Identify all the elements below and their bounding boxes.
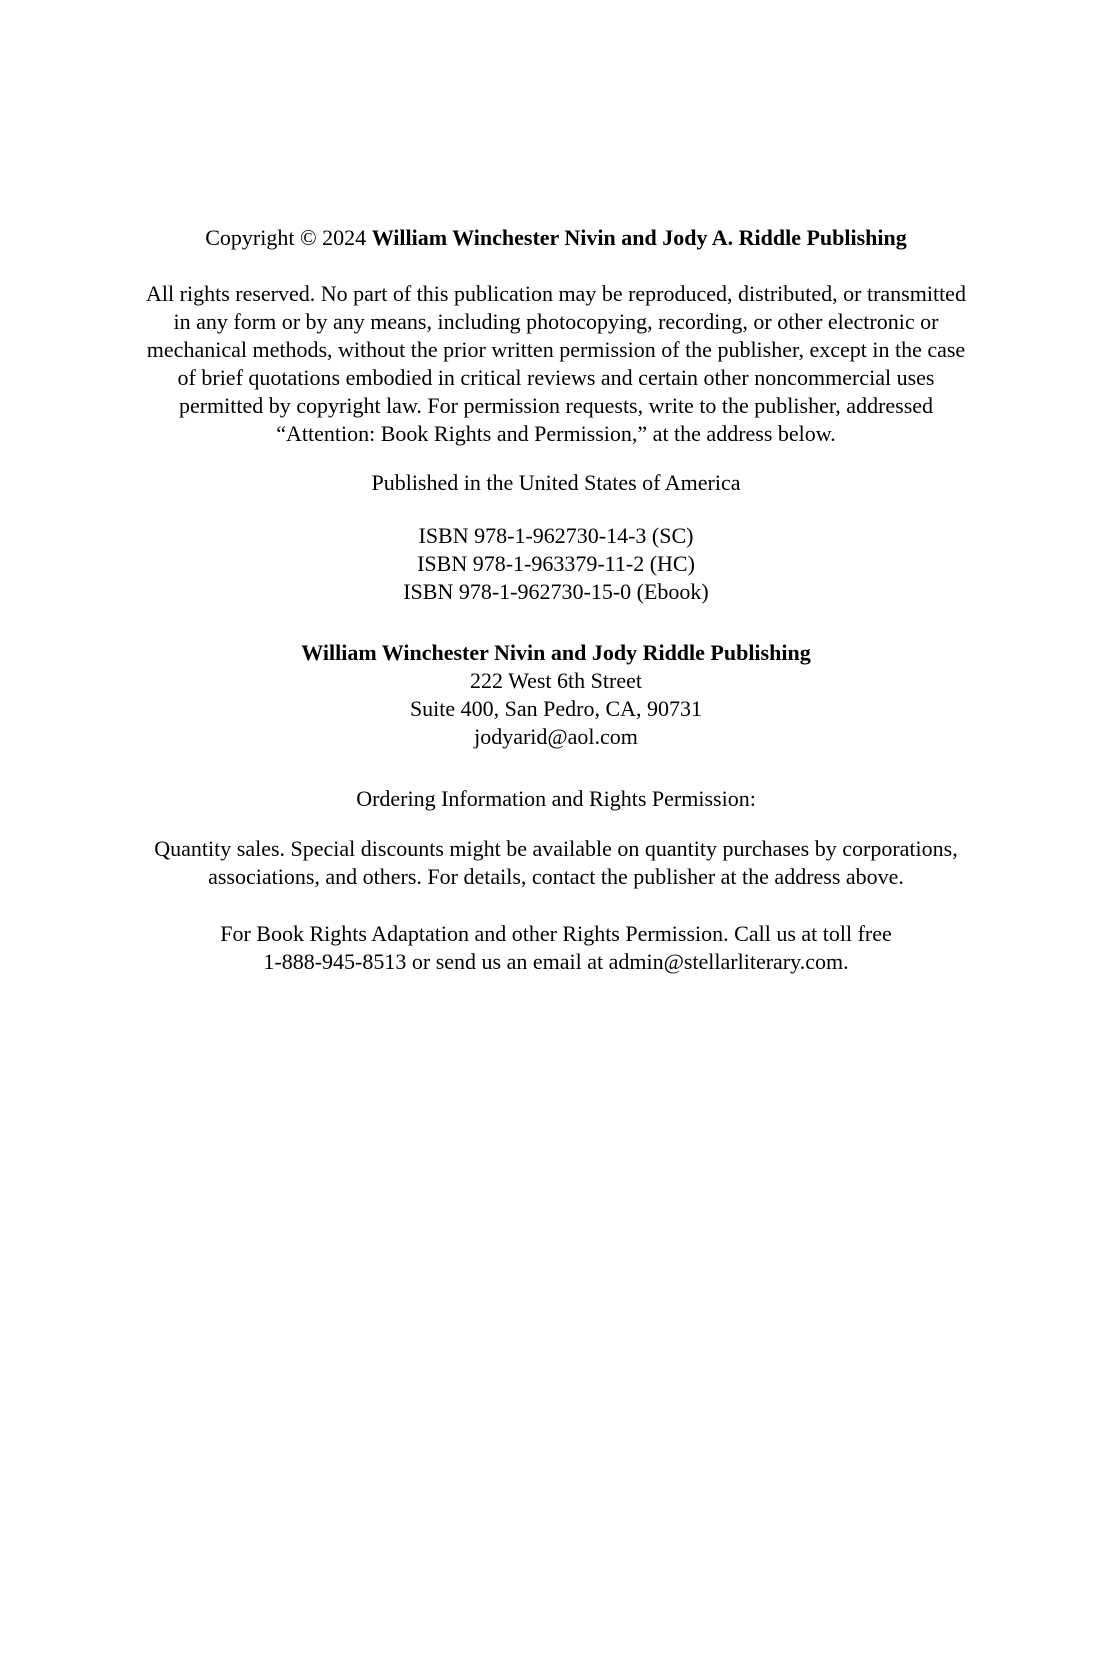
rights-contact-paragraph	[58, 920, 1054, 976]
isbn-block	[58, 522, 1054, 606]
rights-contact-line: 1-888-945-8513 or send us an email at admin@stellarliterary.com.	[263, 949, 849, 974]
publisher-suite-city: Suite 400, San Pedro, CA, 90731	[409, 696, 703, 721]
publisher-email: jodyarid@aol.com	[474, 724, 638, 749]
isbn-line-hc: ISBN 978-1-963379-11-2 (HC)	[417, 551, 695, 576]
ordering-heading: Ordering Information and Rights Permission:	[356, 786, 756, 811]
quantity-sales-line: Quantity sales. Special discounts might be available on quantity purchases by corporations,	[154, 836, 958, 861]
copyright-publisher-name: William Winchester Nivin and Jody A. Riddle Publishing	[371, 225, 907, 250]
published-line: Published in the United States of America	[371, 470, 741, 495]
copyright-line	[58, 224, 1054, 252]
rights-notice-line: in any form or by any means, including photocopying, recording, or other electronic or	[173, 309, 939, 334]
isbn-line-sc: ISBN 978-1-962730-14-3 (SC)	[418, 523, 694, 548]
rights-notice-line: permitted by copyright law. For permission requests, write to the publisher, addressed	[178, 393, 934, 418]
rights-notice-line: mechanical methods, without the prior written permission of the publisher, except in the case	[146, 337, 966, 362]
quantity-sales-line: associations, and others. For details, contact the publisher at the address above.	[208, 864, 904, 889]
isbn-line-ebook: ISBN 978-1-962730-15-0 (Ebook)	[403, 579, 709, 604]
rights-notice-paragraph	[58, 280, 1054, 448]
publisher-address-block	[58, 639, 1054, 751]
publisher-name: William Winchester Nivin and Jody Riddle Publishing	[301, 640, 811, 665]
quantity-sales-paragraph	[58, 835, 1054, 891]
rights-notice-line: “Attention: Book Rights and Permission,” at the address below.	[276, 421, 836, 446]
rights-notice-line: of brief quotations embodied in critical reviews and certain other noncommercial uses	[177, 365, 935, 390]
copyright-prefix: Copyright © 2024	[205, 225, 372, 250]
publisher-street: 222 West 6th Street	[470, 668, 642, 693]
rights-contact-line: For Book Rights Adaptation and other Rights Permission. Call us at toll free	[220, 921, 892, 946]
rights-notice-line: All rights reserved. No part of this publication may be reproduced, distributed, or transmitted	[146, 281, 966, 306]
